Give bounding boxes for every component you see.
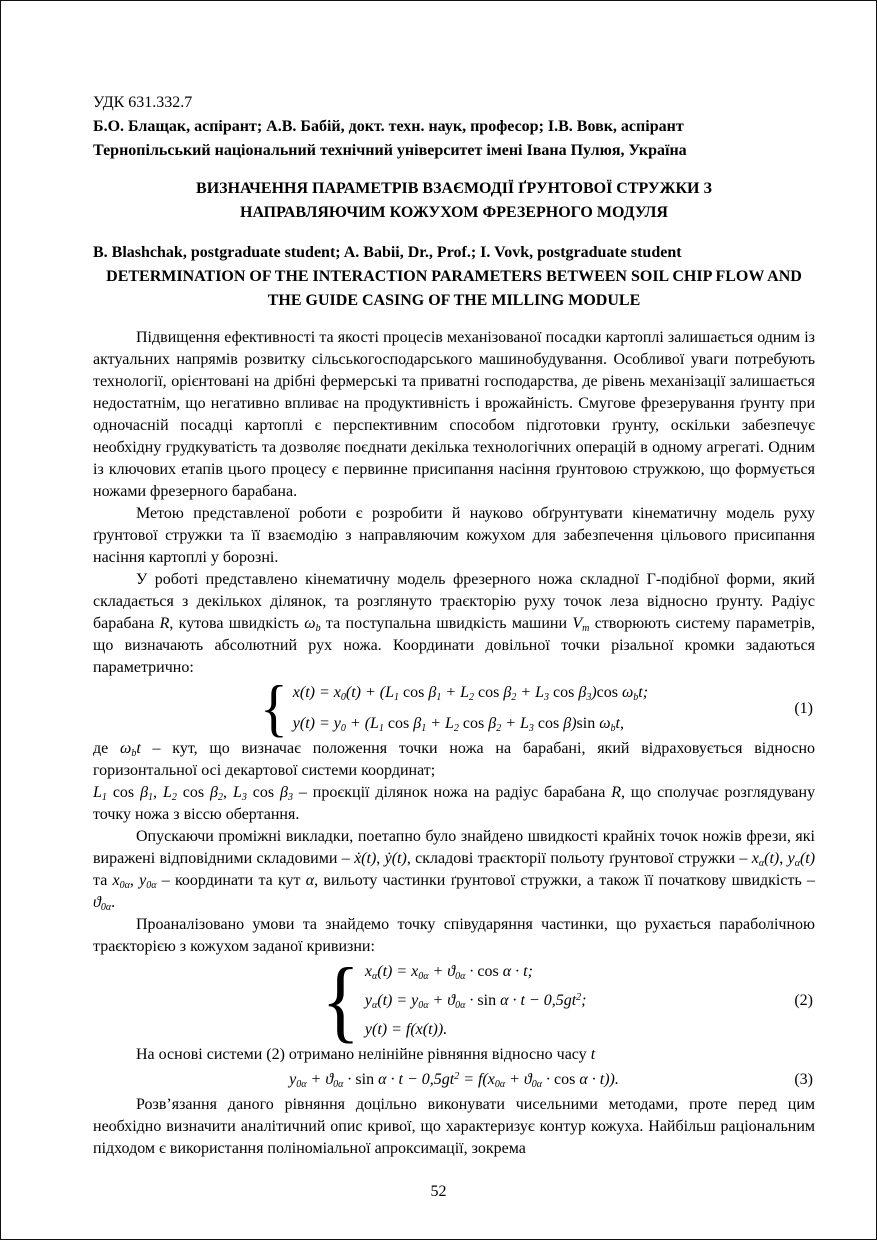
equation-2-lines — [365, 961, 587, 1041]
authors-en: B. Blashchak, postgraduate student; A. Babii, Dr., Prof.; I. Vovk, postgraduate student — [93, 244, 682, 261]
affiliation-ua: Тернопільський національний технічний університет імені Івана Пулюя, Україна — [93, 142, 687, 159]
paper-title-en: DETERMINATION OF THE INTERACTION PARAMETERS BETWEEN SOIL CHIP FLOW AND THE GUIDE CASING OF THE MILLING MODULE — [106, 268, 802, 309]
paper-title-ua: ВИЗНАЧЕННЯ ПАРАМЕТРІВ ВЗАЄМОДІЇ ҐРУНТОВОЇ СТРУЖКИ З НАПРАВЛЯЮЧИМ КОЖУХОМ ФРЕЗЕРНОГО МОДУЛЯ — [196, 180, 712, 221]
equation-1-lines — [293, 682, 648, 735]
page-content — [93, 91, 815, 1160]
body-paragraph-nonlinear: На основі системи (2) отримано нелінійне рівняння відносно часу t — [136, 1046, 596, 1063]
equation-1-system — [259, 671, 649, 744]
equation-1-number: (1) — [794, 699, 813, 717]
authors-ua: Б.О. Блащак, аспірант; А.В. Бабій, докт. техн. наук, професор; І.В. Вовк, аспірант — [93, 118, 684, 135]
equation-2-line-3: y(t) = f(x(t)). — [364, 1021, 448, 1038]
equation-3-number: (3) — [794, 1071, 813, 1088]
body-paragraph-projections: $L_1$ $\cos \beta_1$, $L_2$ $\cos \beta_2$, $L_3$ $\cos \beta_3$ – проєкції ділянок ножа на радіус барабана R, що сполучає розглядувану точку ножа з віссю обертання. — [93, 784, 816, 823]
equation-2 — [93, 950, 815, 1052]
system-brace: { — [321, 950, 360, 1052]
equation-2-number: (2) — [794, 992, 813, 1009]
equation-1-line-2: $y(t) = y_0 + (L_1$ $\cos \beta_1 + L_2$ $\cos \beta_2 + L_3$ cos β)sin $\omega_bt$, — [292, 715, 624, 734]
body-paragraph-model: У роботі представлено кінематичну модель фрезерного ножа складної Г-подібної форми, який складається з декількох ділянок, та розглянуто траєкторію руху точок леза відносно ґрунту. Радіус барабана R, кутова швидкість $\omega_b$ та поступальна швидкість машини $V_m$ створюють систему параметрів, що визначають абсолютний рух ножа. Координати довільної точки різальної кромки задаються параметрично: — [93, 571, 816, 676]
equation-2-line-2: $y_\alpha(t) = y_{0\alpha} + ϑ_{0\alpha} \cdot \sin \alpha \cdot t - 0,5gt^2$; — [364, 992, 587, 1011]
body-paragraph-goal: Метою представленої роботи є розробити й науково обґрунтувати кінематичну модель руху ґрунтової стружки та її взаємодію з направляючим кожухом для забезпечення цільового присипання насіння картоплі у борозні. — [93, 505, 815, 566]
equation-1-line-1: $x(t) = x_0(t) + (L_1$ $\cos \beta_1 + L_2$ $\cos \beta_2 + L_3$ $\cos \beta_3)\cos$ $\omega_bt$; — [292, 684, 649, 703]
body-paragraph-velocities: Опускаючи проміжні викладки, поетапно було знайдено швидкості крайніх точок ножів фрези, які виражені відповідними складовими – ẋ(t), ẏ(t), складові траєкторії польоту ґрунтової стружки – $x_\alpha(t)$, $y_\alpha(t)$ та $x_{0\alpha}$, $y_{0\alpha}$ – координати та кут α, вильоту частинки ґрунтової стружки, а також її початкову швидкість – $ϑ_{0\alpha}$. — [93, 828, 816, 913]
body-paragraph-solution: Розв’язання даного рівняння доцільно виконувати чисельними методами, проте перед цим необхідно визначити аналітичний опис кривої, що характеризує контур кожуха. Найбільш раціональним підходом є використання поліноміальної апроксимації, зокрема — [93, 1096, 815, 1157]
body-paragraph-impact: Проаналізовано умови та знайдемо точку співударяння частинки, що рухається параболічною траєкторією з кожухом заданої кривизни: — [93, 916, 815, 955]
body-paragraph-intro: Підвищення ефективності та якості процесів механізованої посадки картоплі залишається одним із актуальних напрямів розвитку сільськогосподарського машинобудування. Особливої уваги потребують технології, орієнтовані на дрібні фермерські та приватні господарства, де рівень механізації залишається недостатнім, що негативно впливає на продуктивність і врожайність. Смугове фрезерування ґрунту при одночасній посадці картоплі є перспективним способом підготовки ґрунту, оскільки забезпечує необхідну грудкуватість та дозволяє поєднати декілька технологічних операцій в одному агрегаті. Одним із ключових етапів цього процесу є первинне присипання насіння ґрунтовою стружкою, що формується ножами фрезерного барабана. — [93, 329, 815, 500]
equation-2-system — [321, 950, 587, 1052]
equation-3-expression: $y_{0\alpha} + ϑ_{0\alpha} \cdot \sin \alpha \cdot t - 0,5gt^2 = f(x_{0\alpha} + ϑ_{0\alpha} \cdot \cos \alpha \cdot t)$). — [289, 1071, 619, 1090]
body-paragraph-where: де $\omega_bt$ – кут, що визначає положення точки ножа на барабані, який відраховується відносно горизонтальної осі декартової системи координат; — [93, 740, 816, 779]
equation-3 — [93, 1069, 815, 1091]
equation-2-line-1: $x_\alpha(t) = x_{0\alpha} + ϑ_{0\alpha} \cdot \cos \alpha \cdot t$; — [364, 963, 533, 982]
udc-code: УДК 631.332.7 — [93, 94, 193, 111]
page-number: 52 — [430, 1183, 447, 1200]
system-brace: { — [259, 671, 288, 744]
equation-1 — [93, 671, 815, 744]
